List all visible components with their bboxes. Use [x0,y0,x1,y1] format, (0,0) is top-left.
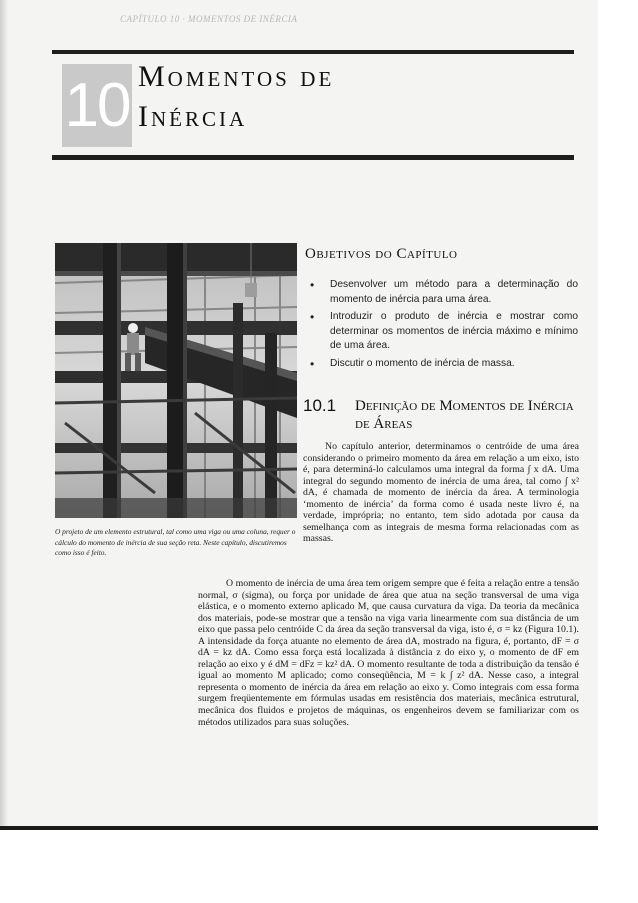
objective-item: • Introduzir o produto de inércia e mostrar como determinar os momentos de inércia máximo e mínimo de uma área. [308,310,578,354]
running-head: CAPÍTULO 10 · MOMENTOS DE INÉRCIA [120,14,298,24]
page-binding-shadow [0,0,8,828]
chapter-title-line2: Inércia [138,100,248,133]
section-title: Definição de Momentos de Inércia de Áreas [355,398,574,432]
chapter-title-line1: Momentos de [138,60,335,93]
page-bottom-rule [0,826,598,830]
objectives-title: Objetivos do Capítulo [305,246,458,262]
body-paragraph-1: No capítulo anterior, determinamos o centróide de uma área considerando o primeiro momento da área em relação a um eixo, isto é, para determiná-lo calculamos uma integral da forma ∫ x dA. Uma integral do segundo momento de inércia de uma área, tal como ∫ x² dA, é chamada de momento de inércia da área. A terminologia ‘momento de inércia’ da forma como é usada neste livro é, na verdade, imprópria; no entanto, tem sido adotada por causa da semelhança com as integrais de mesma forma relacionadas com as massas. [303,441,579,545]
chapter-photo [55,243,297,518]
section-number: 10.1 [303,396,337,415]
body-paragraph-2: O momento de inércia de uma área tem origem sempre que é feita a relação entre a tensão normal, σ (sigma), ou força por unidade de área que atua na seção transversal de uma viga elástica, e o momento externo aplicado M, que causa curvatura da viga. Da teoria da mecânica dos materiais, pode-se mostrar que a tensão na viga varia linearmente com sua distância de um eixo que passa pelo centróide C da área da seção transversal da viga, isto é, σ = kz (Figura 10.1). A intensidade da força atuante no elemento de área dA, mostrado na figura, é, portanto, dF = σ dA = kz dA. Como essa força está localizada à distância z do eixo y, o momento de dF em relação ao eixo y é dM = dFz = kz² dA. O momento resultante de toda a distribuição da tensão é igual ao momento M aplicado; como conseqüência, M = k ∫ z² dA. Nesse caso, a integral representa o momento de inércia da área em relação ao eixo y. Como integrais com essa forma surgem freqüentemente em fórmulas usadas em resistência dos materiais, mecânica estrutural, mecânica dos fluidos e projetos de máquinas, os engenheiros devem se familiarizar com os métodos utilizados para suas soluções. [198,578,579,728]
objectives-list [308,278,578,375]
chapter-number: 10 [64,71,130,140]
photo-caption: O projeto de um elemento estrutural, tal como uma viga ou uma coluna, requer o cálculo do momento de inércia de sua seção reta. Neste capítulo, discutiremos como isso é feito. [55,527,296,557]
steel-frame-photo-image [55,243,297,518]
header-rule-top [52,50,574,54]
objective-item: • Desenvolver um método para a determinação do momento de inércia para uma área. [308,278,578,307]
header-rule-bottom [52,155,574,160]
objective-item: • Discutir o momento de inércia de massa. [308,357,578,372]
